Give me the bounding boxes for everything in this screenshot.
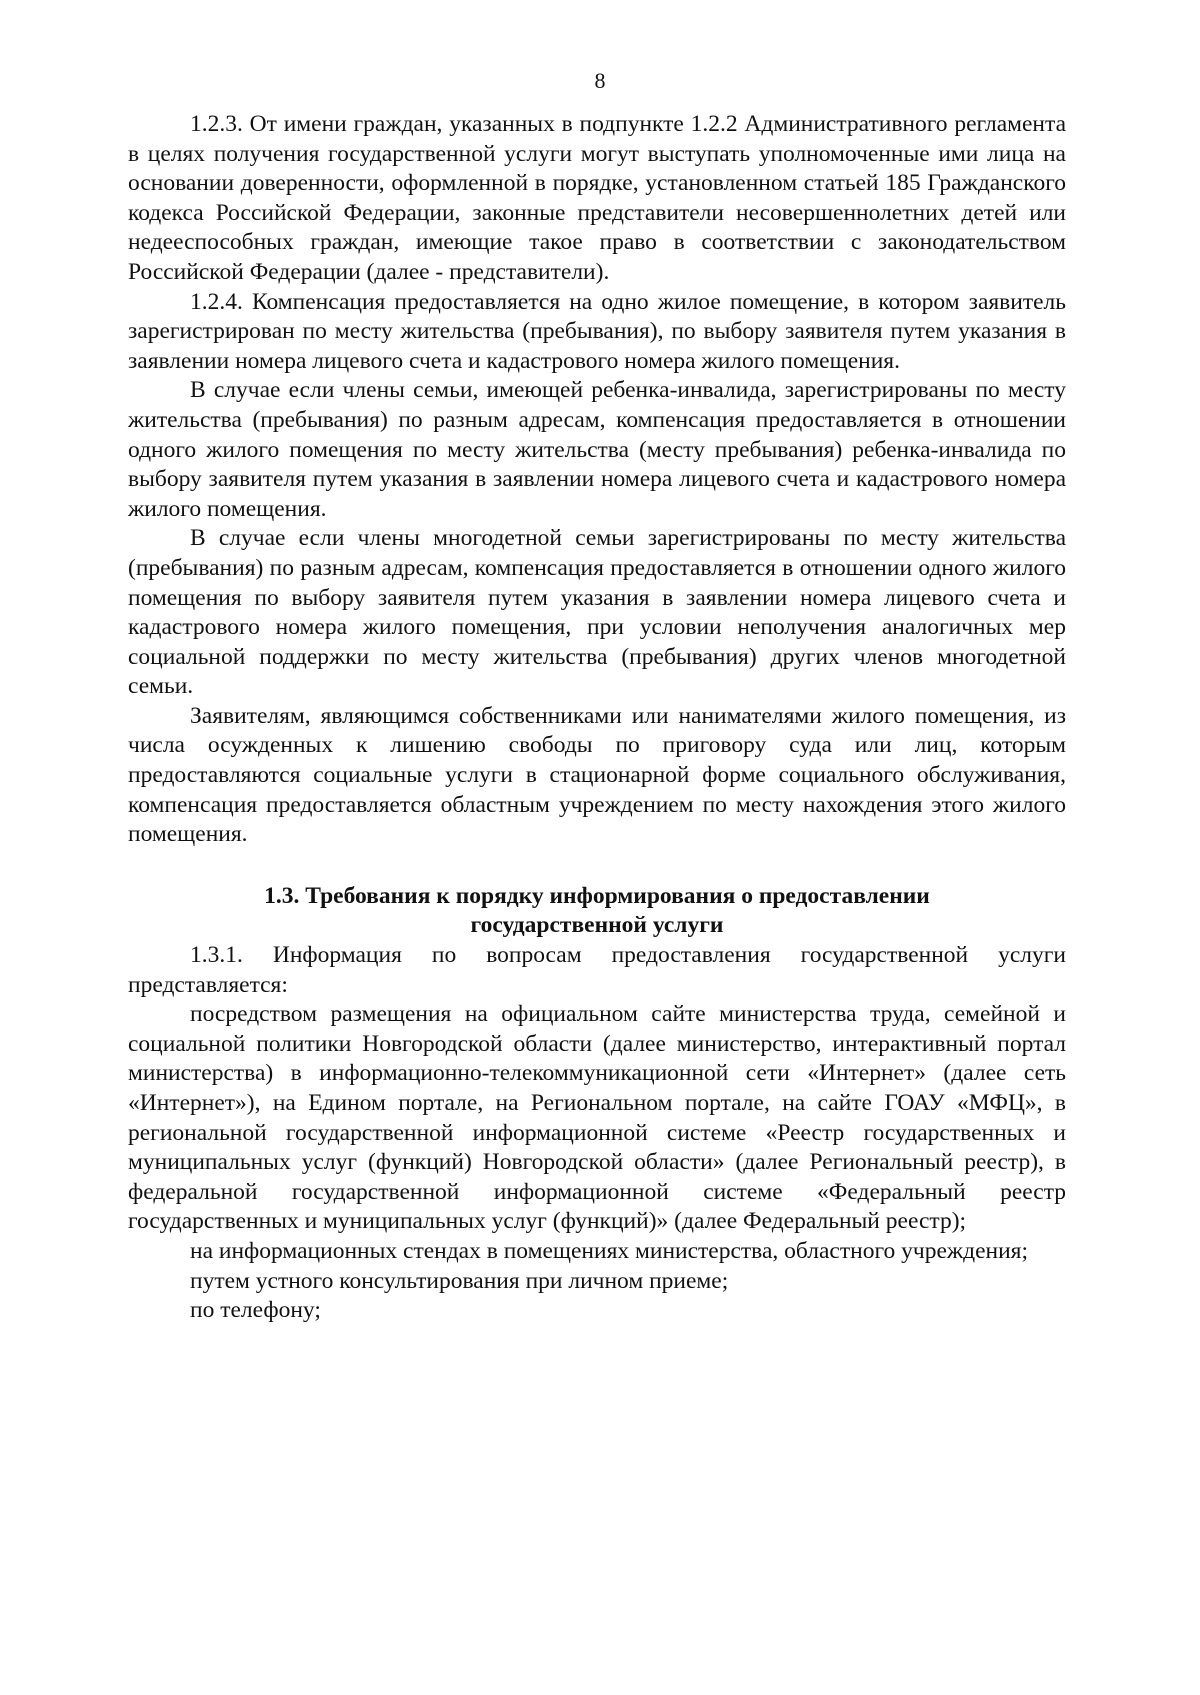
paragraph-convicted-applicants: Заявителям, являющимся собственниками или нанимателями жилого помещения, из числа осужденных к лишению свободы по приговору суда или лиц, которым предоставляются социальные услуги в стационарной форме социального обслуживания, компенсация предоставляется областным учреждением по месту нахождения этого жилого помещения. (128, 702, 1066, 848)
paragraph-oral-consultation: путем устного консультирования при личном приеме; (190, 1267, 729, 1294)
paragraph-by-phone: по телефону; (190, 1297, 321, 1324)
paragraph-info-stands: на информационных стендах в помещениях министерства, областного учреждения; (190, 1237, 1028, 1264)
section-heading-1-3 (128, 882, 1066, 941)
page-number: 8 (594, 68, 606, 93)
paragraph-large-family: В случае если члены многодетной семьи зарегистрированы по месту жительства (пребывания) по разным адресам, компенсация предоставляется в отношении одного жилого помещения по выбору заявителя путем указания в заявлении номера лицевого счета и кадастрового номера жилого помещения, при условии неполучения аналогичных мер социальной поддержки по месту жительства (пребывания) других членов многодетной семьи. (128, 525, 1066, 700)
paragraph-1-2-4: 1.2.4. Компенсация предоставляется на одно жилое помещение, в котором заявитель зарегистрирован по месту жительства (пребывания), по выбору заявителя путем указания в заявлении номера лицевого счета и кадастрового номера жилого помещения. (128, 288, 1066, 374)
paragraph-1-2-3: 1.2.3. От имени граждан, указанных в подпункте 1.2.2 Административного регламента в целях получения государственной услуги могут выступать уполномоченные ими лица на основании доверенности, оформленной в порядке, установленном статьей 185 Гражданского кодекса Российской Федерации, законные представители несовершеннолетних детей или недееспособных граждан, имеющие такое право в соответствии с законодательством Российской Федерации (далее - представители). (128, 111, 1066, 285)
paragraph-1-3-1: 1.3.1. Информация по вопросам предоставления государственной услуги представляется: (128, 942, 1066, 998)
section-heading-line-1: 1.3. Требования к порядку информирования о предоставлении (264, 882, 930, 909)
paragraph-disabled-child-family: В случае если члены семьи, имеющей ребенка-инвалида, зарегистрированы по месту жительства (пребывания) по разным адресам, компенсация предоставляется в отношении одного жилого помещения по месту жительства (месту пребывания) ребенка-инвалида по выбору заявителя путем указания в заявлении номера лицевого счета и кадастрового номера жилого помещения. (128, 377, 1066, 522)
paragraph-official-website: посредством размещения на официальном сайте министерства труда, семейной и социальной политики Новгородской области (далее министерство, интерактивный портал министерства) в информационно-телекоммуникационной сети «Интернет» (далее сеть «Интернет»), на Едином портале, на Региональном портале, на сайте ГОАУ «МФЦ», в региональной государственной информационной системе «Реестр государственных и муниципальных услуг (функций) Новгородской области» (далее Региональный реестр), в федеральной государственной информационной системе «Федеральный реестр государственных и муниципальных услуг (функций)» (далее Федеральный реестр); (128, 1001, 1066, 1235)
document-body (128, 110, 1066, 1326)
section-heading-line-2: государственной услуги (470, 912, 724, 939)
